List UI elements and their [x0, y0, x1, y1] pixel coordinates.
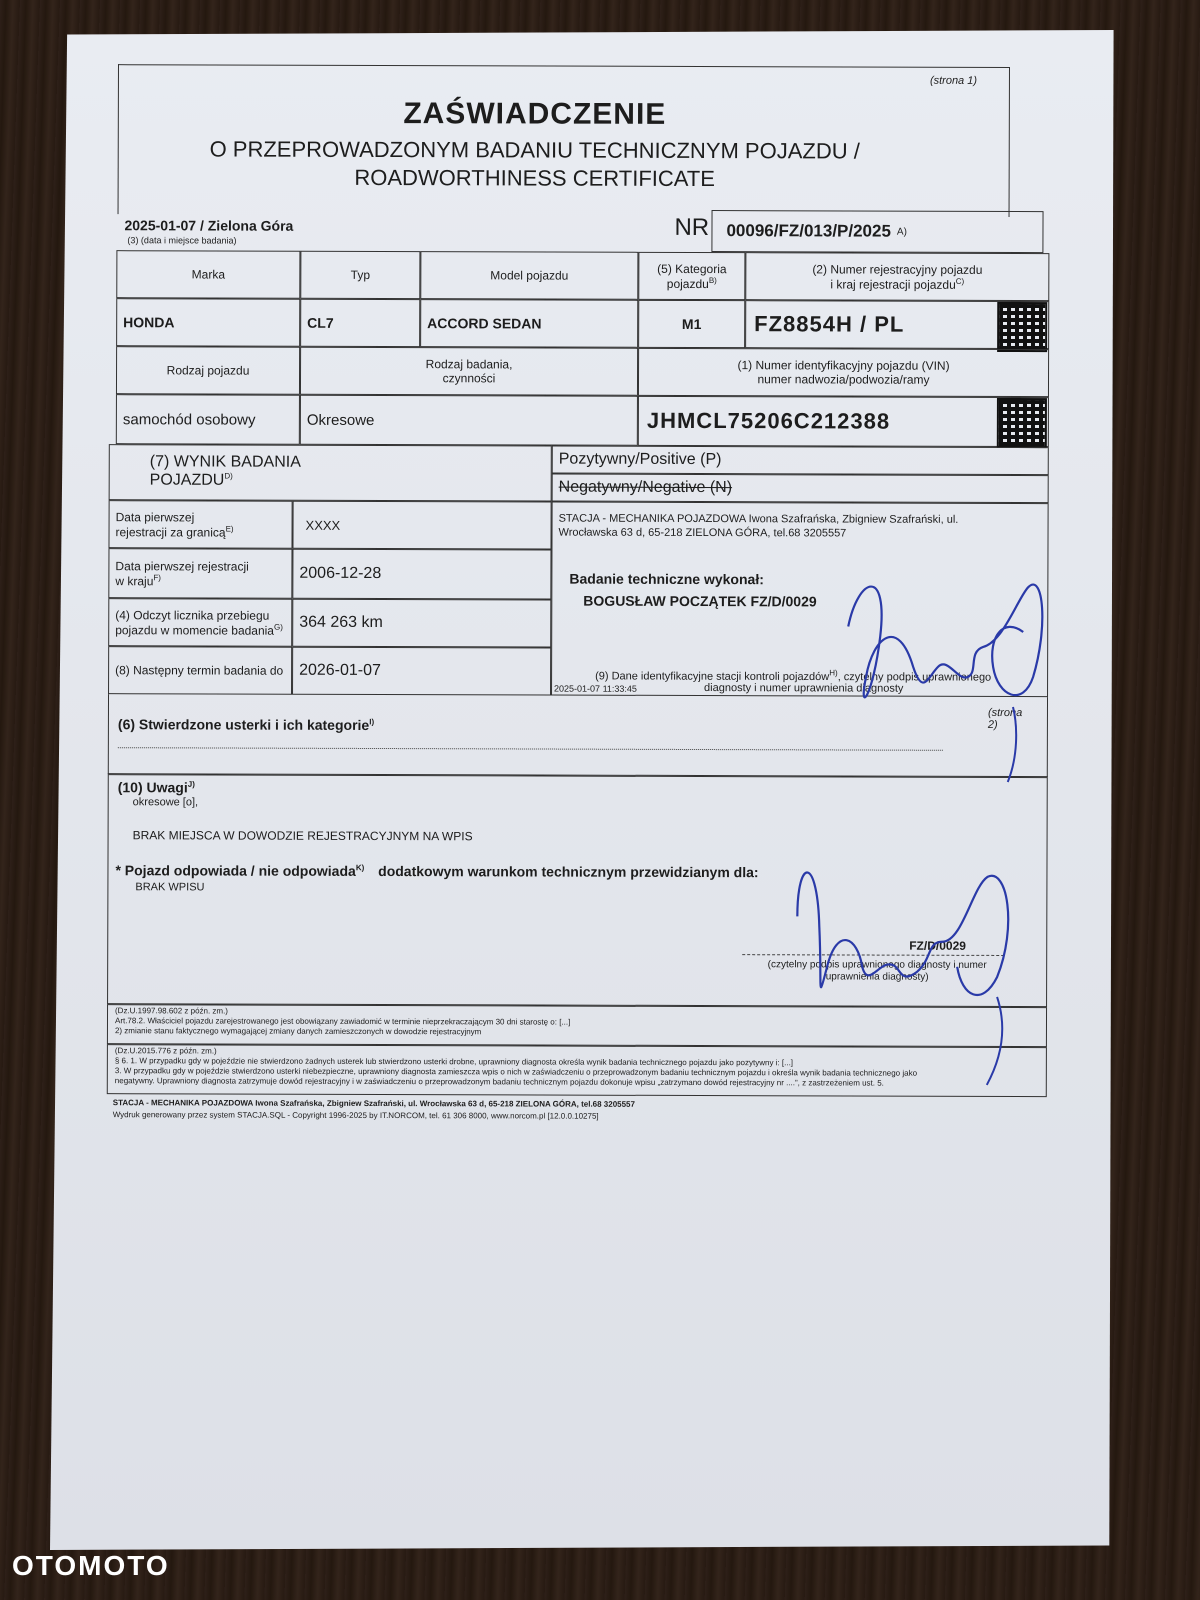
first-reg-abroad-label-2-wrap — [116, 524, 234, 539]
result-header — [109, 444, 552, 501]
defects-label-wrap — [118, 716, 374, 733]
legal-a — [115, 1006, 570, 1037]
legal-b4: negatywny. Uprawniony diagnosta zatrzymuje dowód rejestracyjny i w zaświadczeniu o przeprowadzonym badaniu technicznym pojazdu dokonuje wpisu „zatrzymano dowód rejestracyjny nr ....”, z zastrzeżeniem ust. 5. — [114, 1076, 884, 1088]
station-footnote-1-text: (9) Dane identyfikacyjne stacji kontroli pojazdów — [595, 670, 830, 684]
certificate-number: 00096/FZ/013/P/2025 — [726, 221, 891, 241]
model-value: ACCORD SEDAN — [420, 299, 638, 348]
page-number-1: (strona 1) — [929, 74, 978, 87]
category-label-2: pojazdu — [666, 276, 709, 291]
model-header: Model pojazdu — [420, 251, 638, 300]
vin-value: JHMCL75206C212388 — [638, 396, 1049, 447]
category-sup: B) — [708, 275, 717, 285]
nr-label: NR — [674, 213, 710, 242]
next-inspection-value: 2026-01-07 — [292, 647, 551, 696]
first-reg-country-label-2: w kraju — [115, 573, 154, 588]
signature-label-1: (czytelny podpis uprawnionego diagnosty i numer — [767, 959, 987, 971]
vehicle-kind-value: samochód osobowy — [116, 394, 300, 445]
station-footnote-2: , czytelny podpis uprawnionego — [837, 671, 992, 684]
category-value: M1 — [638, 300, 745, 348]
vin-label-1: (1) Numer identyfikacyjny pojazdu (VIN) — [737, 358, 950, 373]
page-number-2: (strona 2) — [987, 706, 1023, 731]
legal-a2: Art.78.2. Właściciel pojazdu zarejestrowanego jest obowiązany zawiadomić w terminie nieprzekraczającym 30 dni starostę o: [...] — [114, 1016, 571, 1027]
legal-b1: (Dz.U.2015.776 z późn. zm.) — [114, 1046, 217, 1056]
defects-sup: I) — [369, 717, 375, 727]
station-address — [559, 512, 959, 541]
first-reg-country-label-2-wrap — [115, 573, 161, 588]
typ-header: Typ — [300, 251, 420, 299]
date-place-label: (3) (data i miejsce badania) — [127, 235, 237, 246]
legal-b3: 3. W przypadku gdy w pojeździe stwierdzono usterki niebezpieczne, uprawniony diagnosta zamieszcza wpis o nich w zaświadczeniu o przeprowadzonym badaniu technicznym pojazdu i określa wynik badania technicznego jako — [114, 1066, 918, 1078]
performed-by-label: Badanie techniczne wykonał: — [569, 570, 764, 588]
otomoto-watermark: OTOMOTO — [12, 1550, 170, 1581]
station-line-2: Wrocławska 63 d, 65-218 ZIELONA GÓRA, tel.68 3205557 — [558, 526, 847, 540]
remark-2: BRAK MIEJSCA W DOWODZIE REJESTRACYJNYM NA WPIS — [132, 828, 473, 844]
first-reg-country-sup: F) — [153, 572, 161, 582]
registration-sup: C) — [955, 276, 965, 286]
vehicle-kind-header: Rodzaj pojazdu — [116, 346, 300, 395]
result-negative: Negatywny/Negative (N) — [552, 474, 1049, 504]
vin-header — [638, 348, 1049, 397]
date-place: 2025-01-07 / Zielona Góra — [124, 217, 294, 234]
performed-by-name: BOGUSŁAW POCZĄTEK FZ/D/0029 — [583, 592, 817, 610]
result-label-2-wrap — [150, 471, 233, 490]
legal-a1: (Dz.U.1997.98.602 z późn. zm.) — [115, 1006, 228, 1016]
document-title: ZAŚWIADCZENIE — [403, 97, 667, 131]
qr-code-icon — [999, 304, 1045, 350]
odometer-label-2-wrap — [115, 622, 283, 638]
compliance-sup: K) — [355, 863, 365, 873]
inspection-type-label-1: Rodzaj badania, — [425, 357, 513, 372]
legal-footer-2: Wydruk generowany przez system STACJA.SQL - Copyright 1996-2025 by IT.NORCOM, tel. 61 306 8000, www.norcom.pl [12.0.0.10275] — [112, 1110, 599, 1121]
station-line-1: STACJA - MECHANIKA POJAZDOWA Iwona Szafrańska, Zbigniew Szafrański, ul. — [558, 512, 959, 526]
first-reg-country-value: 2006-12-28 — [292, 549, 551, 600]
document-subtitle-1: O PRZEPROWADZONYM BADANIU TECHNICZNYM POJAZDU / — [209, 136, 860, 164]
roadworthiness-certificate — [57, 64, 1023, 1121]
result-label-2: POJAZDU — [149, 471, 225, 489]
category-label-1: (5) Kategoria — [657, 261, 727, 276]
result-sup: D) — [224, 471, 233, 481]
legal-b2: § 6. 1. W przypadku gdy w pojeździe nie stwierdzono żadnych usterek lub stwierdzono usterki drobne, uprawniony diagnosta określa wynik badania technicznego pojazdu jako pozytywny i: [...] — [114, 1056, 794, 1068]
legal-a3: 2) zmianie stanu faktycznego wymagającej zmiany danych zamieszczonych w dowodzie rejestracyjnym — [114, 1026, 482, 1037]
remarks-sup: J) — [187, 779, 195, 789]
registration-header — [745, 252, 1049, 301]
inspection-type-value: Okresowe — [300, 395, 638, 446]
odometer-label-1: (4) Odczyt licznika przebiegu — [115, 607, 270, 623]
nr-box — [711, 210, 1043, 253]
diagnostician-number: FZ/D/0029 — [909, 938, 966, 953]
nr-sup: A) — [896, 226, 907, 238]
registration-label-2-wrap — [830, 276, 964, 291]
registration-label-2: i kraj rejestracji pojazdu — [830, 276, 956, 292]
marka-header: Marka — [116, 250, 300, 299]
document-subtitle-2: ROADWORTHINESS CERTIFICATE — [354, 164, 715, 192]
first-reg-abroad-label — [108, 500, 292, 549]
result-positive: Pozytywny/Positive (P) — [552, 446, 1049, 476]
typ-value: CL7 — [300, 299, 420, 347]
first-reg-abroad-label-1: Data pierwszej — [115, 509, 195, 524]
result-label-1: (7) WYNIK BADANIA — [149, 453, 301, 471]
compliance-part-1: Pojazd odpowiada / nie odpowiada — [124, 862, 356, 879]
odometer-label — [108, 598, 292, 647]
odometer-sup: G) — [273, 622, 283, 632]
first-reg-abroad-label-2: rejestracji za granicą — [115, 524, 226, 540]
first-reg-country-label-1: Data pierwszej rejestracji — [115, 558, 249, 574]
compliance-statement — [115, 862, 758, 880]
first-reg-country-label — [108, 548, 292, 599]
inspection-type-header — [300, 347, 638, 396]
handwritten-signature-upper — [818, 556, 1049, 787]
category-label-2-wrap — [667, 275, 717, 290]
vin-label-2: numer nadwozia/podwozia/ramy — [757, 372, 930, 387]
legal-footer-1: STACJA - MECHANIKA POJAZDOWA Iwona Szafrańska, Zbigniew Szafrański, ul. Wrocławska 63 d, 65-218 ZIELONA GÓRA, tel.68 3205557 — [112, 1098, 635, 1109]
marka-value: HONDA — [116, 298, 300, 347]
compliance-value: BRAK WPISU — [135, 881, 205, 894]
compliance-part-2: dodatkowym warunkom technicznym przewidzianym dla: — [378, 863, 759, 881]
handwritten-signature-lower — [777, 846, 1028, 1087]
registration-value: FZ8854H / PL — [745, 300, 1049, 349]
remarks-label-wrap — [118, 779, 195, 795]
defects-label: (6) Stwierdzone usterki i ich kategorie — [117, 716, 370, 733]
station-footnote-sup: H) — [829, 668, 838, 678]
category-header — [638, 252, 745, 300]
station-footnote-3: diagnosty i numer uprawnienia diagnosty — [704, 682, 904, 695]
inspection-type-label-2: czynności — [442, 371, 496, 386]
odometer-value: 364 263 km — [292, 599, 551, 648]
signature-label-2: uprawnienia diagnosty) — [825, 971, 929, 983]
remarks-label: (10) Uwagi — [117, 779, 188, 796]
first-reg-abroad-sup: E) — [225, 524, 234, 534]
next-inspection-label: (8) Następny termin badania do — [108, 646, 292, 695]
registration-label-1: (2) Numer rejestracyjny pojazdu — [812, 261, 983, 277]
odometer-label-2: pojazdu w momencie badania — [115, 622, 275, 638]
compliance-star: * — [115, 862, 121, 879]
inspection-timestamp: 2025-01-07 11:33:45 — [554, 683, 637, 694]
remark-1: okresowe [o], — [132, 796, 199, 809]
first-reg-abroad-value: XXXX — [292, 501, 551, 550]
qr-code-vin-icon — [999, 400, 1045, 446]
